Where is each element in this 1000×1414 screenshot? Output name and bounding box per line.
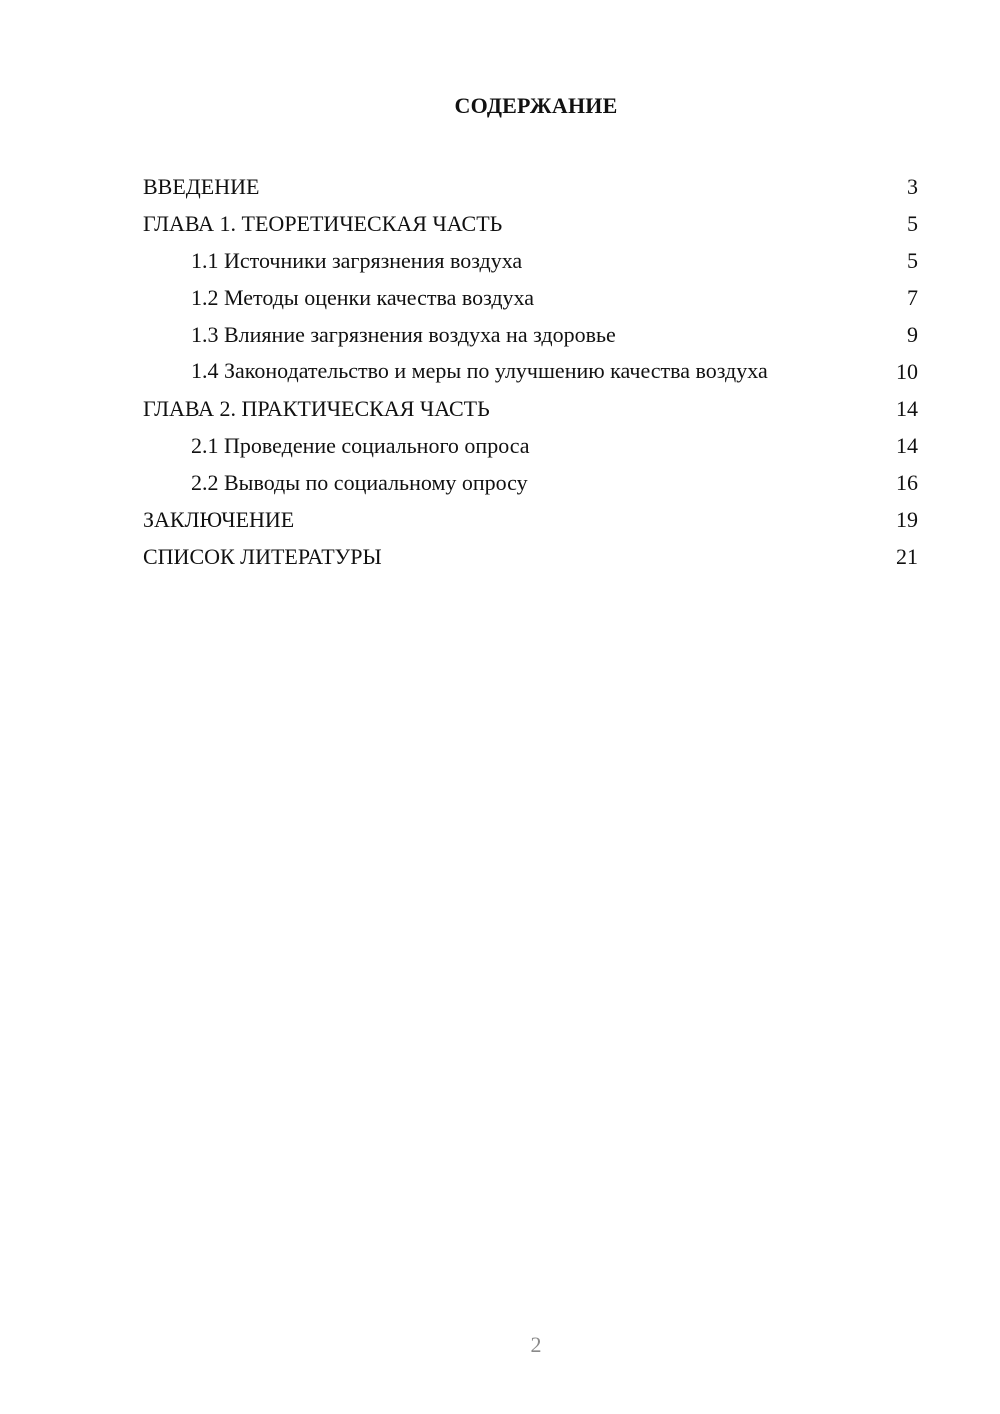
toc-entry-section-2-2[interactable] [143, 464, 918, 501]
toc-entry-text: 1.3 Влияние загрязнения воздуха на здоровье [191, 322, 616, 347]
toc-entry-text: ГЛАВА 1. ТЕОРЕТИЧЕСКАЯ ЧАСТЬ [143, 211, 503, 236]
toc-entry-text: 2.2 Выводы по социальному опросу [191, 470, 528, 495]
toc-entry-text: ЗАКЛЮЧЕНИЕ [143, 507, 295, 532]
toc-entry-page: 16 [896, 470, 918, 495]
toc-entry-page: 5 [907, 211, 918, 236]
toc-title: СОДЕРЖАНИЕ [454, 93, 618, 118]
toc-entry-page: 21 [896, 544, 918, 569]
toc-entry-section-2-1[interactable] [143, 427, 918, 464]
toc-entry-chapter-1[interactable] [143, 205, 918, 242]
table-of-contents [143, 168, 918, 575]
toc-entry-page: 10 [896, 359, 918, 384]
toc-entry-page: 14 [896, 396, 918, 421]
toc-entry-text: ВВЕДЕНИЕ [143, 174, 260, 199]
toc-entry-text: 1.1 Источники загрязнения воздуха [191, 248, 523, 273]
toc-entry-conclusion[interactable] [143, 501, 918, 538]
toc-entry-text: 2.1 Проведение социального опроса [191, 433, 530, 458]
toc-entry-text: 1.4 Законодательство и меры по улучшению качества воздуха [191, 358, 768, 383]
toc-entry-text: ГЛАВА 2. ПРАКТИЧЕСКАЯ ЧАСТЬ [143, 396, 490, 421]
toc-entry-page: 19 [896, 507, 918, 532]
toc-entry-section-1-1[interactable] [143, 242, 918, 279]
toc-entry-references[interactable] [143, 538, 918, 575]
toc-entry-text: СПИСОК ЛИТЕРАТУРЫ [143, 544, 382, 569]
toc-entry-section-1-2[interactable] [143, 279, 918, 316]
toc-entry-page: 7 [907, 285, 918, 310]
toc-entry-page: 14 [896, 433, 918, 458]
toc-entry-section-1-4[interactable] [143, 353, 918, 390]
toc-entry-section-1-3[interactable] [143, 316, 918, 353]
toc-entry-text: 1.2 Методы оценки качества воздуха [191, 285, 535, 310]
toc-entry-page: 9 [907, 322, 918, 347]
toc-entry-introduction[interactable] [143, 168, 918, 205]
toc-entry-page: 5 [907, 248, 918, 273]
toc-entry-page: 3 [907, 174, 918, 199]
toc-entry-chapter-2[interactable] [143, 390, 918, 427]
page-number: 2 [530, 1332, 542, 1357]
